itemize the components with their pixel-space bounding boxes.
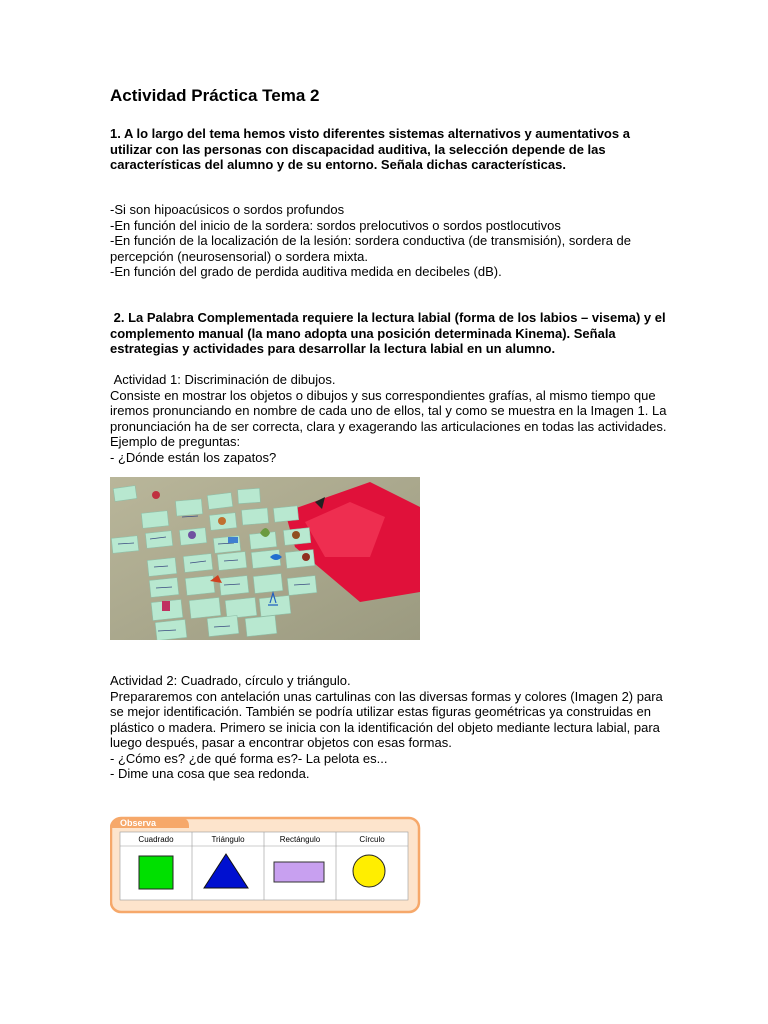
activity-1-heading: Actividad 1: Discriminación de dibujos. [110,372,336,387]
rectangle-shape [274,862,324,882]
question-1-text: . A lo largo del tema hemos visto diferentes sistemas alternativos y aumentativos a utilizar con las personas con discapacidad auditiva, la selección depende de las características del alumno y de su entorno. Señala dichas características. [110,126,630,172]
answer-1-item: -Si son hipoacúsicos o sordos profundos [110,202,345,217]
answer-1-item: -En función de la localización de la lesión: sordera conductiva (de transmisión), sordera de percepción (neurosensorial) o sordera mixta. [110,233,632,264]
question-2: 2. La Palabra Complementada requiere la lectura labial (forma de los labios – visema) y el complemento manual (la mano adopta una posición determinada Kinema). Señala estrategias y actividades para desarrollar la lectura labial en un alumno. [110,310,670,356]
shapes-figure [110,814,422,914]
activity-2 [110,673,670,782]
answer-1-item: -En función del inicio de la sordera: sordos prelocutivos o sordos postlocutivos [110,217,561,233]
question-1 [110,126,670,173]
activity-1 [110,372,670,465]
figure-banner: Observa [120,818,157,828]
circle-shape [353,855,385,887]
activity-1-body: Consiste en mostrar los objetos o dibujos y sus correspondientes grafías, al mismo tiempo que iremos pronunciando en nombre de cada uno de ellos, tal y como se muestra en la Imagen 1. La pronunciación ha de ser correcta, clara y exagerando las articulaciones en todas las actividades. Ejemplo de preguntas: [110,387,667,449]
activity-2-example: - ¿Cómo es? ¿de qué forma es?- La pelota es... [110,750,388,766]
activity-2-example: - Dime una cosa que sea redonda. [110,766,310,781]
classroom-cards-photo [110,477,420,640]
square-shape [139,856,173,889]
document-title: Actividad Práctica Tema 2 [110,86,320,105]
activity-1-example: - ¿Dónde están los zapatos? [110,449,277,465]
activity-2-heading: Actividad 2: Cuadrado, círculo y triángulo. [110,673,351,688]
shape-label-rectangle: Rectángulo [279,835,321,844]
answer-1-list [110,202,670,280]
shapes-illustration [110,814,422,914]
question-1-number: 1 [110,126,118,141]
shape-label-circle: Círculo [359,835,385,844]
shape-label-triangle: Triángulo [211,835,245,844]
activity-2-body: Prepararemos con antelación unas cartulinas con las diversas formas y colores (Imagen 2) para se mejor identificación. También se podría utilizar estas figuras geométricas ya construidas en plástico o madera. Primero se inicia con la identificación del objeto mediante lectura labial, para luego después, pasar a encontrar objetos con esas formas. [110,688,663,750]
photo-illustration [110,477,420,640]
answer-1-item: -En función del grado de perdida auditiva medida en decibeles (dB). [110,264,502,279]
shape-label-square: Cuadrado [138,835,174,844]
